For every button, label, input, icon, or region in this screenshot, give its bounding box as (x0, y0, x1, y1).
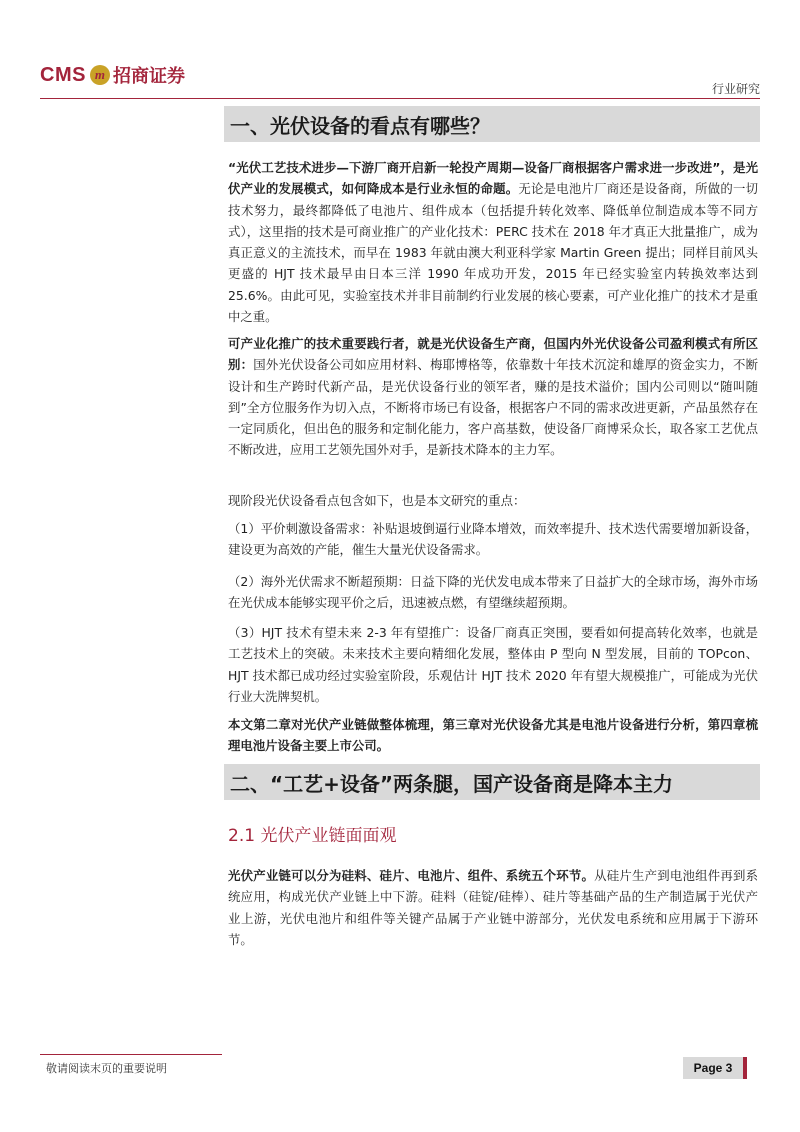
logo-emblem-icon: m (90, 65, 110, 85)
point-2: （2）海外光伏需求不断超预期：日益下降的光伏发电成本带来了日益扩大的全球市场，海外市场在光伏成本能够实现平价之后，迅速被点燃，有望继续超预期。 (228, 574, 758, 611)
point-3: （3）HJT 技术有望未来 2-3 年有望推广：设备厂商真正突围，要看如何提高转化效率，也就是工艺技术上的突破。未来技术主要向精细化发展，整体由 P 型向 N 型发展，目前的 TOPcon、HJT 技术都已成功经过实验室阶段，乐观估计 HJT 技术 2020 年有望大规模推广，可能成为光伏行业大洗牌契机。 (228, 625, 758, 704)
page-header (40, 52, 760, 100)
page-number: Page 3 (683, 1057, 747, 1079)
paragraph-3: 现阶段光伏设备看点包含如下，也是本文研究的重点： (228, 493, 526, 508)
paragraph-1-body: 无论是电池片厂商还是设备商，所做的一切技术努力，最终都降低了电池片、组件成本（包括提升转化效率、降低单位制造成本等不同方式），这里指的技术是可商业推广的产业化技术：PERC 技术在 2018 年才真正大批量推广，成为真正意义的主流技术，而早在 1983 年就由澳大利亚科学家 Martin Green 提出；同样目前风头更盛的 HJT 技术最早由日本三洋 1990 年成功开发，2015 年已经实验室内转换效率达到 25.6%。由此可见，实验室技术并非目前制约行业发展的核心要素，可产业化推广的技术才是重中之重。 (228, 181, 759, 325)
logo-cn-text: 招商证券 (112, 66, 185, 87)
paragraph-1 (228, 157, 758, 327)
paragraph-2-body: 国外光伏设备公司如应用材料、梅耶博格等，依靠数十年技术沉淀和雄厚的资金实力，不断设计和生产跨时代新产品，是光伏设备行业的领军者，赚的是技术溢价；国内公司则以“随叫随到”全方位服务作为切入点，不断将市场已有设备，根据客户不同的需求改进更新，产品虽然存在一定同质化，但出色的服务和定制化能力，客户高基数，使设备厂商博采众长，取各家工艺优点不断改进，应用工艺领先国外对手，是新技术降本的主力军。 (228, 357, 759, 458)
report-category: 行业研究 (711, 82, 760, 96)
paragraph-industry-chain (228, 865, 758, 950)
header-divider (40, 98, 760, 99)
subsection-heading: 2.1 光伏产业链面面观 (228, 826, 397, 846)
logo-cms-text: CMS (40, 63, 86, 86)
paragraph-1-lead: “光伏工艺技术进步—下游厂商开启新一轮投产周期—设备厂商根据客户需求进一步改进”，是光伏产业的发展模式，如何降成本是行业永恒的命题。 (228, 160, 758, 197)
brand-logo (40, 62, 185, 88)
section-heading-1: 一、光伏设备的看点有哪些？ (224, 106, 760, 142)
point-1: （1）平价刺激设备需求：补贴退坡倒逼行业降本增效，而效率提升、技术迭代需要增加新设备，建设更为高效的产能，催生大量光伏设备需求。 (228, 521, 758, 558)
footer-divider (40, 1054, 222, 1055)
section-heading-2: 二、“工艺+设备”两条腿，国产设备商是降本主力 (224, 764, 760, 800)
chapter-outline: 本文第二章对光伏产业链做整体梳理，第三章对光伏设备尤其是电池片设备进行分析，第四章梳理电池片设备主要上市公司。 (228, 717, 758, 754)
industry-chain-lead: 光伏产业链可以分为硅料、硅片、电池片、组件、系统五个环节。 (228, 868, 595, 883)
paragraph-2-lead: 可产业化推广的技术重要践行者，就是光伏设备生产商，但国内外光伏设备公司盈利模式有所区别： (228, 336, 758, 373)
paragraph-2 (228, 333, 758, 461)
disclaimer-note: 敬请阅读末页的重要说明 (46, 1062, 167, 1075)
industry-chain-body: 从硅片生产到电池组件再到系统应用，构成光伏产业链上中下游。硅料（硅锭/硅棒）、硅片等基础产品的生产制造属于光伏产业上游，光伏电池片和组件等关键产品属于产业链中游部分，光伏发电系统和应用属于下游环节。 (228, 868, 759, 947)
